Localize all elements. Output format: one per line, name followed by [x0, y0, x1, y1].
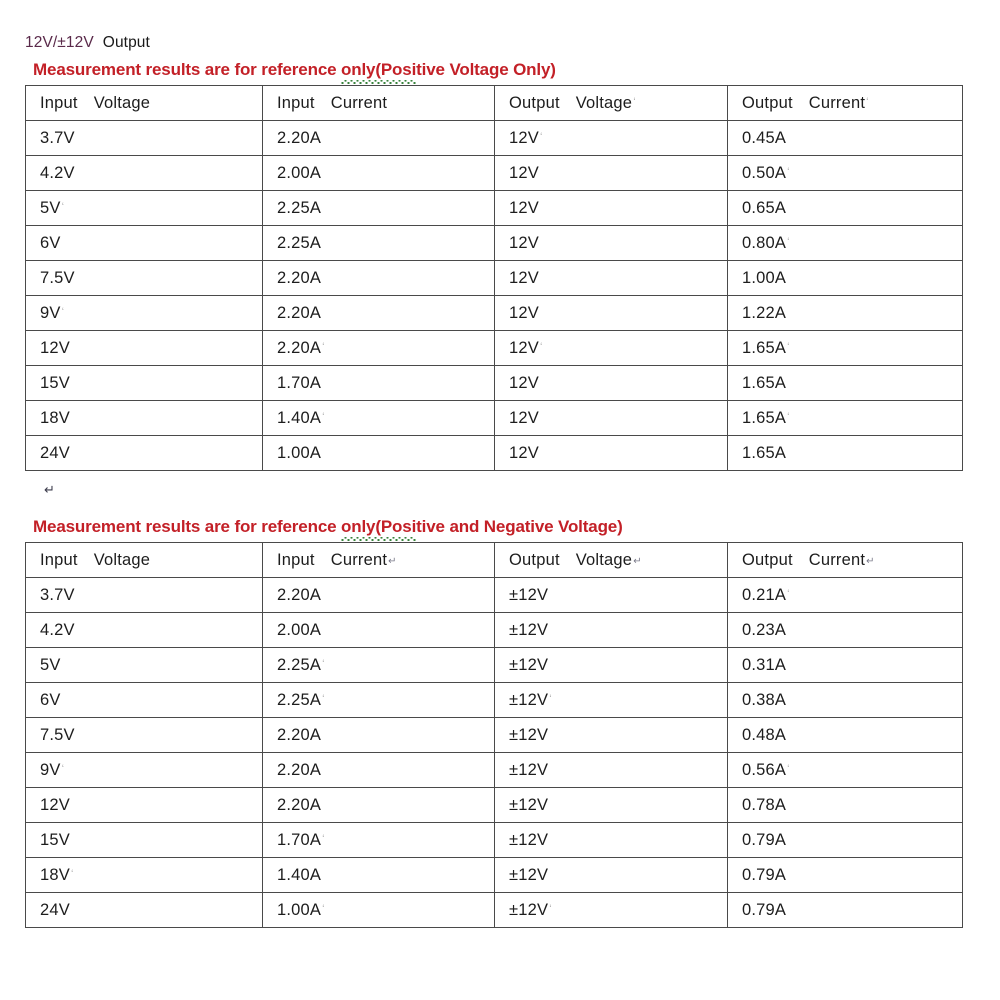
header-word-2: Current — [330, 550, 388, 569]
cell-value: 12V — [509, 338, 539, 357]
cell-value: 0.56A — [742, 760, 787, 779]
column-header-input-current — [263, 86, 495, 121]
cell-value: 5V — [40, 198, 61, 217]
table-row — [26, 788, 963, 823]
cell-output-voltage — [495, 366, 728, 401]
cell-output-current — [728, 436, 963, 471]
header-word-1: Output — [742, 93, 793, 112]
cell-output-voltage — [495, 893, 728, 928]
cell-output-current — [728, 823, 963, 858]
scan-artifact-mark: ‘ — [322, 657, 325, 670]
cell-value: ±12V — [509, 655, 549, 674]
table-row — [26, 121, 963, 156]
cell-value: 12V — [509, 128, 539, 147]
measurement-table-positive-and-negative — [25, 542, 963, 928]
scan-artifact-mark: ‘ — [322, 410, 325, 423]
scan-artifact-mark: ‘ — [61, 305, 65, 318]
column-header-input-voltage — [26, 86, 263, 121]
cell-value: 2.20A — [277, 760, 322, 779]
header-word-1: Output — [509, 550, 560, 569]
table-body — [26, 121, 963, 471]
cell-input-voltage — [26, 331, 263, 366]
cell-input-current — [263, 893, 495, 928]
table-row — [26, 648, 963, 683]
cell-value: 4.2V — [40, 163, 75, 182]
cell-input-current — [263, 858, 495, 893]
cell-value: 7.5V — [40, 268, 75, 287]
cell-input-voltage — [26, 753, 263, 788]
cell-input-voltage — [26, 683, 263, 718]
title-output-label: Output — [102, 34, 150, 51]
column-header-input-voltage — [26, 543, 263, 578]
cell-output-voltage — [495, 683, 728, 718]
cell-value: ±12V — [509, 585, 549, 604]
table-row — [26, 156, 963, 191]
column-header-input-current — [263, 543, 495, 578]
heading-2-text-part-2: tive and Negative Voltage) — [416, 517, 623, 536]
cell-value: 5V — [40, 655, 61, 674]
cell-value: 0.79A — [742, 830, 787, 849]
cell-value: 24V — [40, 900, 70, 919]
cell-output-current — [728, 788, 963, 823]
cell-input-current — [263, 718, 495, 753]
table-body — [26, 578, 963, 928]
cell-value: 15V — [40, 373, 70, 392]
cell-value: 0.21A — [742, 585, 787, 604]
cell-value: 24V — [40, 443, 70, 462]
section-heading-positive-only — [33, 59, 556, 81]
cell-value: 12V — [40, 795, 70, 814]
heading-1-spellcheck-fragment: only(Posi — [341, 60, 417, 79]
header-word-2: Current — [808, 93, 866, 112]
return-mark-icon: ↵ — [388, 555, 397, 567]
cell-output-voltage — [495, 648, 728, 683]
cell-value: 2.25A — [277, 690, 322, 709]
cell-input-current — [263, 683, 495, 718]
cell-input-current — [263, 121, 495, 156]
title-voltage-label: 12V/±12V — [25, 34, 94, 51]
cell-value: 18V — [40, 865, 70, 884]
cell-output-current — [728, 613, 963, 648]
cell-output-voltage — [495, 753, 728, 788]
cell-input-current — [263, 331, 495, 366]
heading-1-text-part-2: tive Voltage Only) — [416, 60, 556, 79]
cell-value: 2.00A — [277, 620, 322, 639]
cell-value: 2.20A — [277, 585, 322, 604]
paragraph-return-mark: ↵ — [44, 483, 55, 498]
cell-output-current — [728, 191, 963, 226]
cell-value: 7.5V — [40, 725, 75, 744]
cell-value: 0.80A — [742, 233, 787, 252]
header-word-2: Voltage — [575, 550, 633, 569]
cell-value: 3.7V — [40, 585, 75, 604]
scan-artifact-mark: ‘ — [322, 340, 325, 353]
cell-input-voltage — [26, 366, 263, 401]
table-row — [26, 331, 963, 366]
cell-value: ±12V — [509, 865, 549, 884]
cell-value: 12V — [509, 408, 539, 427]
scan-artifact-mark: ‘ — [787, 762, 790, 775]
cell-output-voltage — [495, 613, 728, 648]
header-word-2: Voltage — [93, 550, 151, 569]
return-mark-icon: ↵ — [866, 555, 875, 567]
cell-value: 1.40A — [277, 408, 322, 427]
header-word-1: Input — [40, 93, 78, 112]
cell-value: 12V — [509, 373, 539, 392]
cell-value: 1.00A — [277, 443, 322, 462]
scan-artifact-mark: ‘ — [322, 692, 325, 705]
cell-value: 15V — [40, 830, 70, 849]
cell-input-voltage — [26, 261, 263, 296]
document-title — [25, 33, 150, 53]
header-word-1: Input — [40, 550, 78, 569]
cell-value: 1.70A — [277, 830, 322, 849]
cell-value: 12V — [509, 198, 539, 217]
table-row — [26, 718, 963, 753]
cell-output-voltage — [495, 226, 728, 261]
cell-value: 2.25A — [277, 655, 322, 674]
cell-value: 1.22A — [742, 303, 787, 322]
cell-value: 12V — [509, 268, 539, 287]
cell-output-current — [728, 683, 963, 718]
scan-artifact-mark: ‘ — [787, 410, 790, 423]
table-row — [26, 893, 963, 928]
scan-artifact-mark: ‘ — [633, 95, 636, 108]
cell-output-current — [728, 753, 963, 788]
cell-value: 3.7V — [40, 128, 75, 147]
scan-artifact-mark: ‘ — [549, 692, 552, 705]
cell-value: 1.00A — [277, 900, 322, 919]
cell-output-current — [728, 366, 963, 401]
cell-input-voltage — [26, 191, 263, 226]
cell-input-current — [263, 648, 495, 683]
cell-value: 2.20A — [277, 338, 322, 357]
header-word-1: Input — [277, 550, 315, 569]
scan-artifact-mark: ‘ — [61, 762, 65, 775]
scan-artifact-mark: ‘ — [787, 235, 790, 248]
table-header-row — [26, 543, 963, 578]
cell-value: 0.45A — [742, 128, 787, 147]
cell-output-current — [728, 718, 963, 753]
cell-input-voltage — [26, 296, 263, 331]
cell-value: 1.65A — [742, 338, 787, 357]
cell-output-voltage — [495, 788, 728, 823]
cell-value: ±12V — [509, 690, 549, 709]
cell-value: 2.00A — [277, 163, 322, 182]
table-row — [26, 191, 963, 226]
column-header-output-voltage — [495, 86, 728, 121]
cell-value: 12V — [40, 338, 70, 357]
column-header-output-current — [728, 543, 963, 578]
cell-input-voltage — [26, 648, 263, 683]
header-word-1: Output — [509, 93, 560, 112]
return-mark-icon: ↵ — [633, 555, 642, 567]
cell-output-voltage — [495, 436, 728, 471]
cell-output-current — [728, 261, 963, 296]
cell-output-voltage — [495, 296, 728, 331]
cell-value: 1.00A — [742, 268, 787, 287]
header-word-2: Current — [808, 550, 866, 569]
cell-output-current — [728, 401, 963, 436]
cell-output-current — [728, 648, 963, 683]
cell-value: 1.65A — [742, 408, 787, 427]
cell-output-voltage — [495, 578, 728, 613]
scan-artifact-mark: ‘ — [322, 832, 325, 845]
cell-value: 2.20A — [277, 128, 322, 147]
cell-input-voltage — [26, 718, 263, 753]
cell-input-current — [263, 578, 495, 613]
table-row — [26, 261, 963, 296]
heading-2-text-part-1: Measurement results are for reference — [33, 517, 341, 536]
header-word-2: Voltage — [93, 93, 151, 112]
cell-output-voltage — [495, 718, 728, 753]
cell-output-current — [728, 121, 963, 156]
cell-value: 2.25A — [277, 233, 322, 252]
cell-value: 12V — [509, 303, 539, 322]
cell-value: 1.65A — [742, 443, 787, 462]
cell-value: 12V — [509, 233, 539, 252]
cell-value: ±12V — [509, 620, 549, 639]
table-row — [26, 683, 963, 718]
cell-input-voltage — [26, 401, 263, 436]
scan-artifact-mark: ‘ — [866, 95, 869, 108]
scan-artifact-mark: ‘ — [787, 587, 790, 600]
cell-value: 0.31A — [742, 655, 787, 674]
column-header-output-current — [728, 86, 963, 121]
cell-input-current — [263, 261, 495, 296]
scan-artifact-mark: ‘ — [70, 867, 74, 880]
scan-artifact-mark: ‘ — [322, 902, 325, 915]
cell-output-current — [728, 296, 963, 331]
scan-artifact-mark: ‘ — [549, 902, 552, 915]
header-word-1: Input — [277, 93, 315, 112]
cell-output-voltage — [495, 121, 728, 156]
cell-output-current — [728, 858, 963, 893]
cell-value: 2.20A — [277, 795, 322, 814]
cell-value: 1.70A — [277, 373, 322, 392]
cell-output-voltage — [495, 156, 728, 191]
cell-output-current — [728, 578, 963, 613]
cell-value: 0.79A — [742, 865, 787, 884]
scan-artifact-mark: ‘ — [61, 200, 65, 213]
cell-input-current — [263, 613, 495, 648]
cell-value: 0.79A — [742, 900, 787, 919]
cell-value: 0.65A — [742, 198, 787, 217]
cell-value: 12V — [509, 163, 539, 182]
section-heading-positive-and-negative — [33, 516, 623, 538]
cell-output-voltage — [495, 261, 728, 296]
cell-input-voltage — [26, 156, 263, 191]
cell-value: ±12V — [509, 760, 549, 779]
cell-input-current — [263, 191, 495, 226]
cell-input-current — [263, 226, 495, 261]
cell-input-current — [263, 788, 495, 823]
cell-input-voltage — [26, 613, 263, 648]
table-row — [26, 436, 963, 471]
cell-value: 0.38A — [742, 690, 787, 709]
cell-value: 2.20A — [277, 725, 322, 744]
cell-value: 18V — [40, 408, 70, 427]
cell-value: ±12V — [509, 725, 549, 744]
cell-value: ±12V — [509, 795, 549, 814]
header-word-1: Output — [742, 550, 793, 569]
cell-value: 2.20A — [277, 268, 322, 287]
table-row — [26, 226, 963, 261]
cell-input-voltage — [26, 578, 263, 613]
cell-value: 4.2V — [40, 620, 75, 639]
cell-input-current — [263, 753, 495, 788]
cell-input-voltage — [26, 823, 263, 858]
scan-artifact-mark: ‘ — [787, 340, 790, 353]
cell-value: 0.78A — [742, 795, 787, 814]
table-row — [26, 613, 963, 648]
cell-value: 9V — [40, 760, 61, 779]
table-row — [26, 858, 963, 893]
cell-value: 12V — [509, 443, 539, 462]
cell-value: 0.23A — [742, 620, 787, 639]
cell-input-current — [263, 366, 495, 401]
heading-2-spellcheck-fragment: only(Posi — [341, 517, 417, 536]
table-header-row — [26, 86, 963, 121]
heading-1-text-part-1: Measurement results are for reference — [33, 60, 341, 79]
measurement-table-positive-only — [25, 85, 963, 471]
cell-input-voltage — [26, 788, 263, 823]
cell-output-current — [728, 226, 963, 261]
cell-input-current — [263, 401, 495, 436]
cell-value: ±12V — [509, 830, 549, 849]
table-row — [26, 823, 963, 858]
cell-input-voltage — [26, 226, 263, 261]
scan-artifact-mark: ‘ — [539, 340, 543, 353]
table-row — [26, 753, 963, 788]
header-word-2: Voltage — [575, 93, 633, 112]
cell-value: ±12V — [509, 900, 549, 919]
cell-input-voltage — [26, 121, 263, 156]
cell-value: 9V — [40, 303, 61, 322]
cell-output-current — [728, 331, 963, 366]
cell-input-voltage — [26, 436, 263, 471]
cell-output-voltage — [495, 401, 728, 436]
cell-value: 0.50A — [742, 163, 787, 182]
cell-value: 1.65A — [742, 373, 787, 392]
cell-output-voltage — [495, 331, 728, 366]
cell-input-current — [263, 436, 495, 471]
cell-output-current — [728, 156, 963, 191]
cell-input-current — [263, 823, 495, 858]
cell-output-voltage — [495, 858, 728, 893]
column-header-output-voltage — [495, 543, 728, 578]
table-row — [26, 296, 963, 331]
cell-value: 6V — [40, 690, 61, 709]
cell-output-voltage — [495, 191, 728, 226]
cell-output-current — [728, 893, 963, 928]
cell-value: 0.48A — [742, 725, 787, 744]
cell-value: 2.20A — [277, 303, 322, 322]
cell-output-voltage — [495, 823, 728, 858]
cell-input-current — [263, 156, 495, 191]
table-row — [26, 366, 963, 401]
header-word-2: Current — [330, 93, 388, 112]
scan-artifact-mark: ‘ — [787, 165, 790, 178]
cell-value: 1.40A — [277, 865, 322, 884]
scan-artifact-mark: ‘ — [539, 130, 543, 143]
cell-input-current — [263, 296, 495, 331]
table-row — [26, 578, 963, 613]
cell-value: 6V — [40, 233, 61, 252]
cell-input-voltage — [26, 858, 263, 893]
cell-value: 2.25A — [277, 198, 322, 217]
table-row — [26, 401, 963, 436]
cell-input-voltage — [26, 893, 263, 928]
